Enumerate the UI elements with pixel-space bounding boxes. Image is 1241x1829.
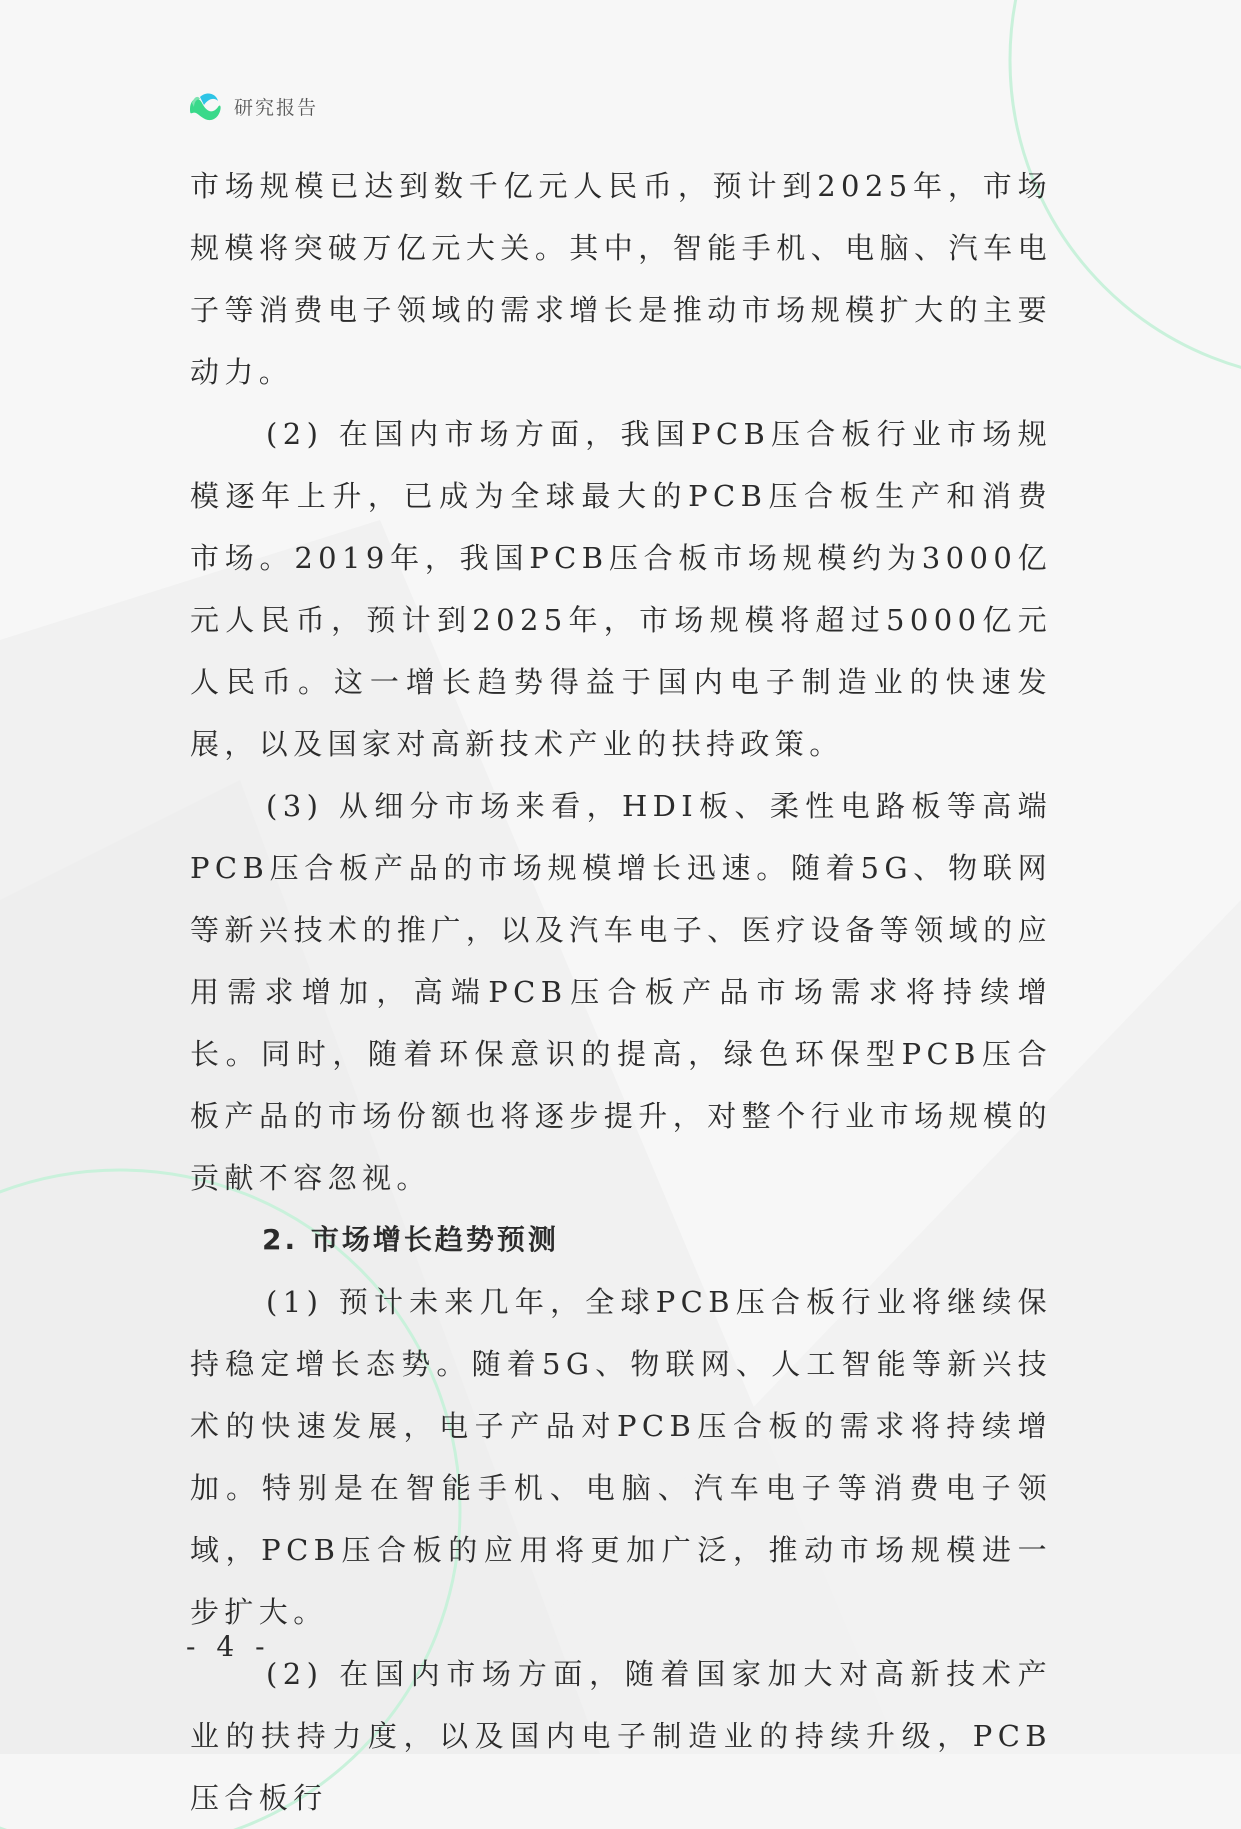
paragraph: (1) 预计未来几年，全球PCB压合板行业将继续保持稳定增长态势。随着5G、物联网、人工智能等新兴技术的快速发展，电子产品对PCB压合板的需求将持续增加。特别是在智能手机、电脑、汽车电子等消费电子领域，PCB压合板的应用将更加广泛，推动市场规模进一步扩大。 — [190, 1285, 1052, 1629]
report-title: 研究报告 — [234, 96, 319, 119]
paragraph: (2) 在国内市场方面，随着国家加大对高新技术产业的扶持力度，以及国内电子制造业的持续升级，PCB压合板行 — [190, 1657, 1052, 1815]
paragraph: 市场规模已达到数千亿元人民币，预计到2025年，市场规模将突破万亿元大关。其中，智能手机、电脑、汽车电子等消费电子领域的需求增长是推动市场规模扩大的主要动力。 — [190, 169, 1052, 389]
page-number: - 4 - — [186, 1630, 271, 1663]
report-header — [186, 86, 318, 126]
section-heading: 2. 市场增长趋势预测 — [262, 1223, 559, 1256]
paragraph: (2) 在国内市场方面，我国PCB压合板行业市场规模逐年上升，已成为全球最大的PCB压合板生产和消费市场。2019年，我国PCB压合板市场规模约为3000亿元人民币，预计到2025年，市场规模将超过5000亿元人民币。这一增长趋势得益于国内电子制造业的快速发展，以及国家对高新技术产业的扶持政策。 — [190, 417, 1052, 761]
paragraph: (3) 从细分市场来看，HDI板、柔性电路板等高端PCB压合板产品的市场规模增长迅速。随着5G、物联网等新兴技术的推广，以及汽车电子、医疗设备等领域的应用需求增加，高端PCB压合板产品市场需求将持续增长。同时，随着环保意识的提高，绿色环保型PCB压合板产品的市场份额也将逐步提升，对整个行业市场规模的贡献不容忽视。 — [190, 789, 1052, 1195]
logo-icon — [186, 89, 224, 123]
document-body — [190, 155, 1052, 1829]
